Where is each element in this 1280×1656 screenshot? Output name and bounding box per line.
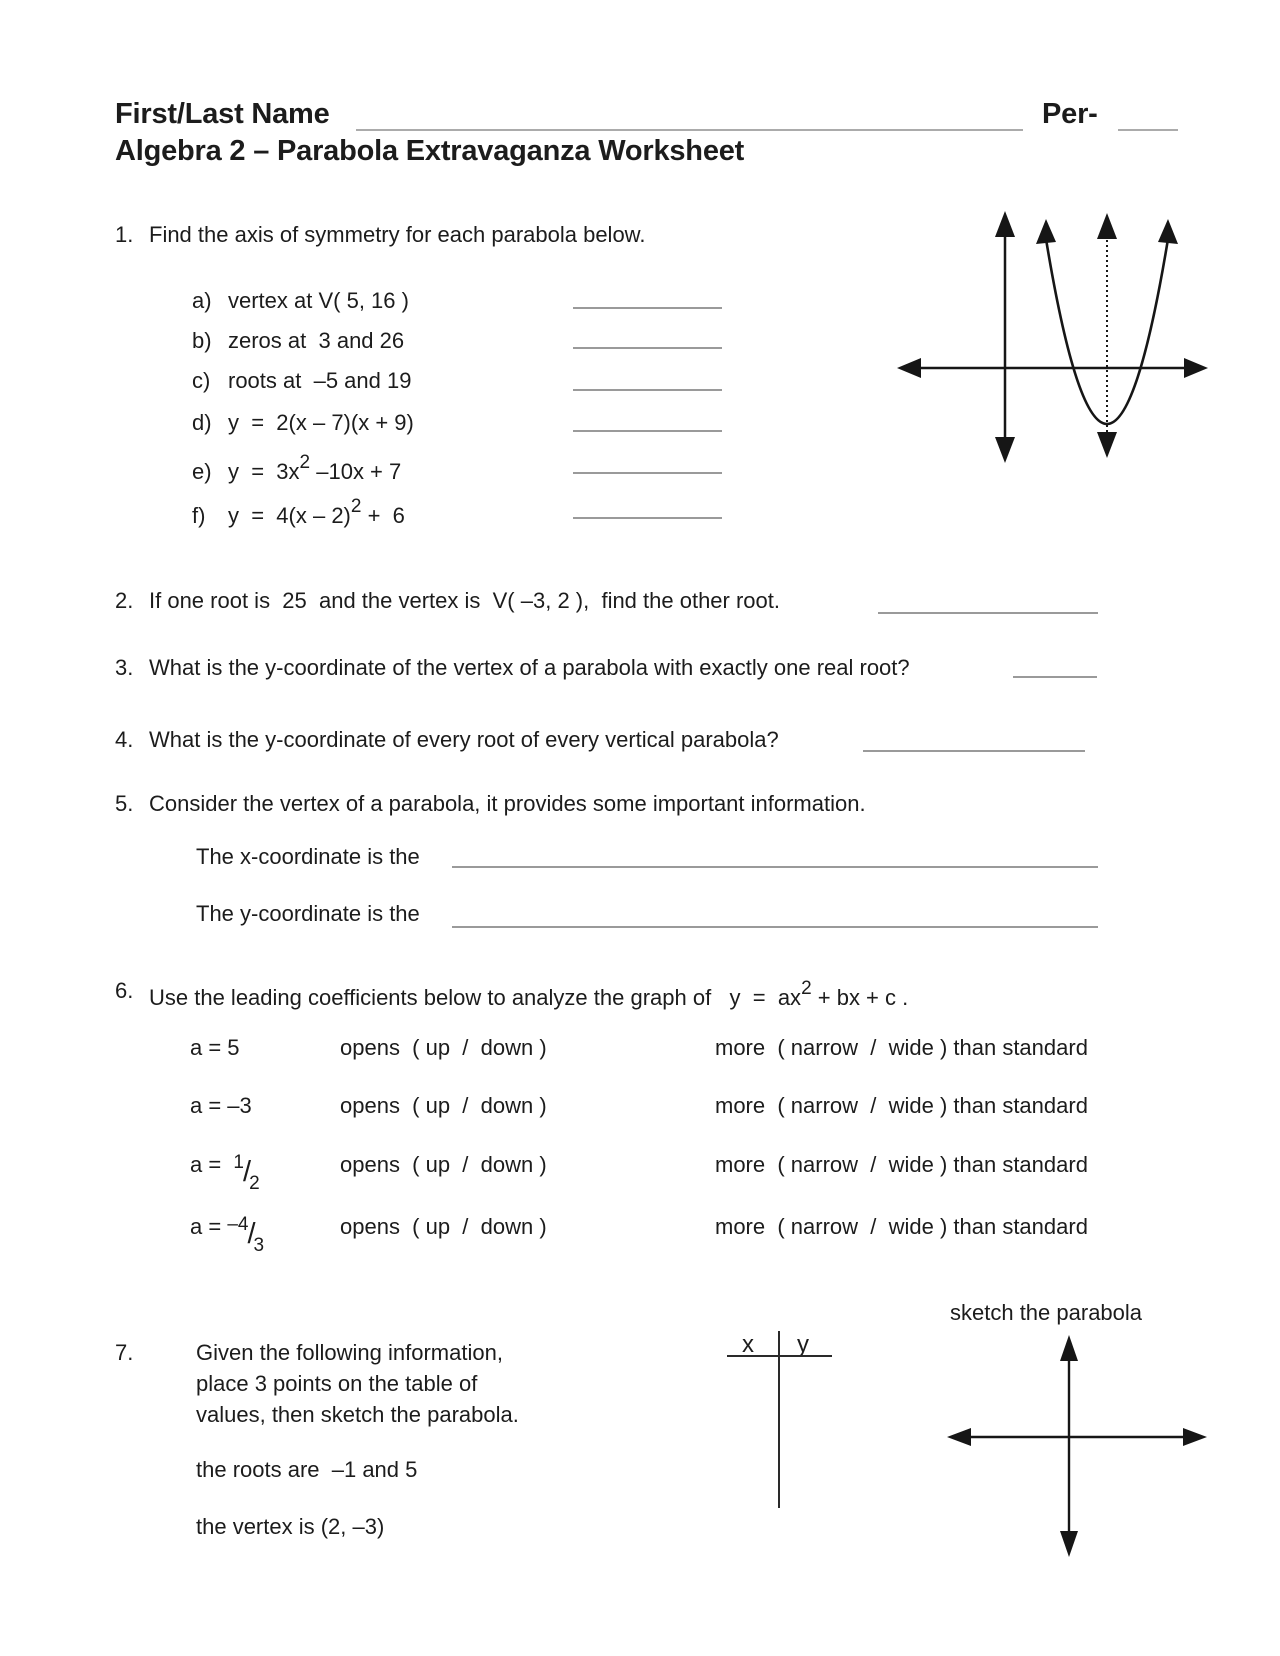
sketch-x-axis-left-arrow: [947, 1428, 971, 1446]
q6-row1-coefficient: a = 5: [190, 1035, 240, 1060]
q6-row2-width-choice[interactable]: more ( narrow / wide ) than standard: [715, 1093, 1088, 1118]
y-axis-down-arrow: [995, 437, 1015, 463]
q1-number: 1.: [115, 222, 134, 247]
q1-item-f: f) y = 4(x – 2)2 + 6: [192, 496, 405, 528]
q6-row3-opens-choice[interactable]: opens ( up / down ): [340, 1152, 547, 1177]
q4-blank[interactable]: [863, 750, 1085, 752]
q1-item-c: c) roots at –5 and 19: [192, 368, 412, 393]
q7-table-divider[interactable]: [778, 1331, 780, 1508]
x-axis-left-arrow: [897, 358, 921, 378]
q6-row4-coefficient: a = –4/3: [190, 1214, 265, 1256]
q6-row1-opens-choice[interactable]: opens ( up / down ): [340, 1035, 547, 1060]
q4-number: 4.: [115, 727, 134, 752]
q3-blank[interactable]: [1013, 676, 1097, 678]
q1-blank-f[interactable]: [573, 517, 722, 519]
parabola-right-arm-arrow: [1158, 219, 1178, 244]
q1-prompt: Find the axis of symmetry for each parabola below.: [149, 222, 646, 247]
q3-prompt: What is the y-coordinate of the vertex of a parabola with exactly one real root?: [149, 655, 910, 680]
q4-prompt: What is the y-coordinate of every root of every vertical parabola?: [149, 727, 779, 752]
q5-number: 5.: [115, 791, 134, 816]
q5-y-blank[interactable]: [452, 926, 1098, 928]
q7-table-x-header: x: [742, 1331, 754, 1358]
q7-sketch-axes[interactable]: [935, 1323, 1220, 1568]
q6-row4-opens-choice[interactable]: opens ( up / down ): [340, 1214, 547, 1239]
period-label: Per-: [1042, 98, 1098, 130]
q6-row2-coefficient: a = –3: [190, 1093, 252, 1118]
q6-row1-width-choice[interactable]: more ( narrow / wide ) than standard: [715, 1035, 1088, 1060]
q2-prompt: If one root is 25 and the vertex is V( –3, 2 ), find the other root.: [149, 588, 781, 613]
q1-blank-d[interactable]: [573, 430, 722, 432]
q6-row4-width-choice[interactable]: more ( narrow / wide ) than standard: [715, 1214, 1088, 1239]
q7-number: 7.: [115, 1340, 134, 1365]
q5-x-coordinate-line: The x-coordinate is the: [196, 844, 420, 869]
q7-roots-line: the roots are –1 and 5: [196, 1457, 418, 1482]
q7-table-y-header: y: [797, 1331, 809, 1358]
q7-line-1: Given the following information,: [196, 1340, 503, 1365]
sketch-y-axis-down-arrow: [1060, 1531, 1078, 1557]
q1-item-e: e) y = 3x2 –10x + 7: [192, 452, 402, 484]
axis-of-symmetry-down-arrow: [1097, 432, 1117, 458]
q2-blank[interactable]: [878, 612, 1098, 614]
q6-row3-width-choice[interactable]: more ( narrow / wide ) than standard: [715, 1152, 1088, 1177]
y-axis-up-arrow: [995, 211, 1015, 237]
q7-vertex-line: the vertex is (2, –3): [196, 1514, 385, 1539]
q3-number: 3.: [115, 655, 134, 680]
q6-prompt: Use the leading coefficients below to analyze the graph of y = ax2 + bx + c .: [149, 978, 909, 1010]
q1-item-b: b) zeros at 3 and 26: [192, 328, 405, 353]
sketch-x-axis-right-arrow: [1183, 1428, 1207, 1446]
q7-line-3: values, then sketch the parabola.: [196, 1402, 519, 1427]
q5-x-blank[interactable]: [452, 866, 1098, 868]
q5-y-coordinate-line: The y-coordinate is the: [196, 901, 420, 926]
q6-row3-coefficient: a = 1/2: [190, 1152, 260, 1194]
q1-blank-a[interactable]: [573, 307, 722, 309]
period-blank[interactable]: [1118, 129, 1178, 131]
axis-of-symmetry-up-arrow: [1097, 213, 1117, 239]
q2-number: 2.: [115, 588, 134, 613]
q1-blank-e[interactable]: [573, 472, 722, 474]
q7-sketch-label: sketch the parabola: [950, 1300, 1143, 1325]
worksheet-title: Algebra 2 – Parabola Extravaganza Worksheet: [115, 135, 745, 167]
q1-parabola-figure: [845, 195, 1220, 480]
q6-number: 6.: [115, 978, 134, 1003]
x-axis-right-arrow: [1184, 358, 1208, 378]
name-blank[interactable]: [356, 129, 1023, 131]
q6-row2-opens-choice[interactable]: opens ( up / down ): [340, 1093, 547, 1118]
q1-blank-c[interactable]: [573, 389, 722, 391]
q7-line-2: place 3 points on the table of: [196, 1371, 478, 1396]
q1-item-a: a) vertex at V( 5, 16 ): [192, 288, 409, 313]
name-label: First/Last Name: [115, 98, 330, 130]
q5-prompt: Consider the vertex of a parabola, it provides some important information.: [149, 791, 866, 816]
sketch-y-axis-up-arrow: [1060, 1335, 1078, 1361]
parabola-left-arm-arrow: [1036, 219, 1056, 244]
q1-blank-b[interactable]: [573, 347, 722, 349]
q1-item-d: d) y = 2(x – 7)(x + 9): [192, 410, 414, 435]
